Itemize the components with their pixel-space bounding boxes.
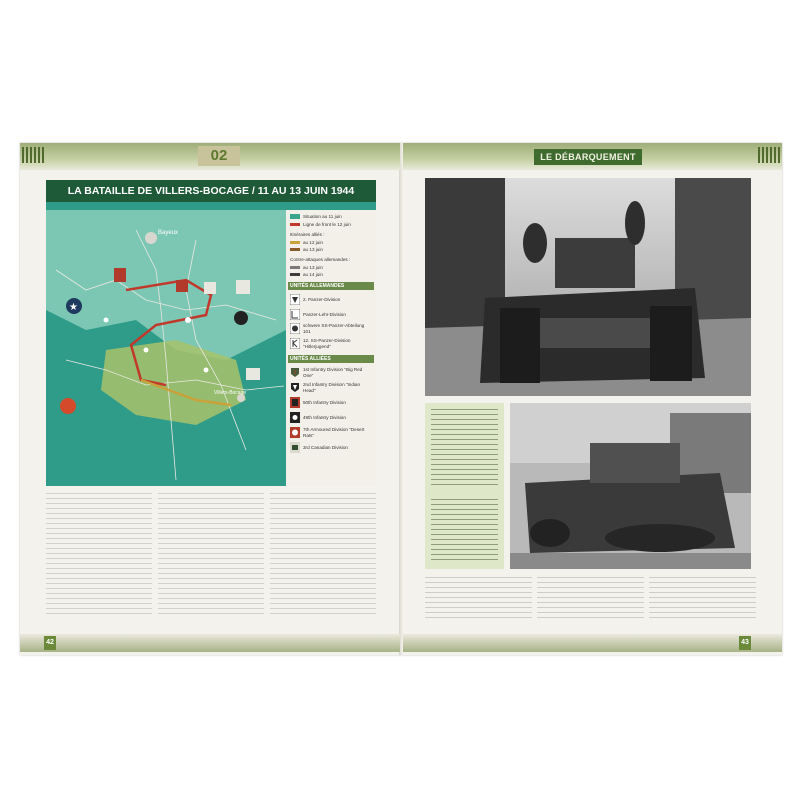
legend-swatch <box>290 223 300 226</box>
legend-allied-item: au 13 juin <box>303 247 323 252</box>
svg-text:★: ★ <box>69 302 78 313</box>
unit-label: 1st Infantry Division "Big Red One" <box>303 367 363 378</box>
panzer-lehr-icon <box>290 309 300 320</box>
unit-label: schwere SS-Panzer-Abteilung 101 <box>303 323 365 334</box>
ss-abteilung-101-icon <box>290 323 300 334</box>
map-city-label: Bayeux <box>158 230 179 236</box>
section-title: LE DÉBARQUEMENT <box>534 149 642 165</box>
indian-head-icon <box>290 382 300 393</box>
panzer-badge-icon <box>204 282 216 294</box>
legend-german-item: au 13 juin <box>303 265 323 270</box>
chapter-number: 02 <box>198 146 240 166</box>
page-gutter <box>399 143 403 655</box>
body-text-column-2 <box>158 493 264 617</box>
legend-swatch <box>290 214 300 219</box>
unit-label: 12. SS-Panzer-Division "Hitlerjugend" <box>303 338 351 349</box>
legend-allied-heading: Itinéraires alliés : <box>290 232 325 237</box>
header-hatch-right <box>758 147 780 163</box>
svg-text:1: 1 <box>293 370 297 376</box>
infantry-50th-icon <box>290 397 300 408</box>
legend-german-heading: Contre-attaques allemandes : <box>290 257 351 262</box>
legend-german-item: au 14 juin <box>303 272 323 277</box>
map-town-label: Villers-Bocage <box>214 390 247 396</box>
trident-badge-icon <box>60 398 76 414</box>
unit-label: 2. Panzer-Division <box>303 296 341 302</box>
left-page-number: 42 <box>44 636 56 650</box>
right-page-number: 43 <box>739 636 751 650</box>
unit-label: 7th Armoured Division "Desert Rats" <box>303 427 365 438</box>
right-body-text-column-3 <box>649 577 756 619</box>
header-hatch-left <box>22 147 44 163</box>
bayeux-marker <box>145 232 157 244</box>
battle-map <box>46 210 286 486</box>
unit-label: 50th Infantry Division <box>303 399 346 405</box>
desert-rats-icon <box>290 427 300 438</box>
photo-caption-2 <box>425 493 504 569</box>
legend-line-label: Ligne de front le 12 juin <box>303 222 351 227</box>
unit-label: 49th Infantry Division <box>303 414 346 420</box>
hitlerjugend-icon <box>290 338 300 349</box>
tiger-tank-photo <box>425 178 751 396</box>
unit-label: 2nd Infantry Division "Indian Head" <box>303 382 361 393</box>
hammer-badge-icon <box>246 368 260 380</box>
canadian-3rd-icon <box>290 442 300 453</box>
right-footer-band <box>403 634 782 652</box>
big-red-one-icon <box>290 367 300 378</box>
panzer-badge-icon-2 <box>236 280 250 294</box>
legend-allied-units-heading: UNITÉS ALLIÉES <box>288 355 374 363</box>
battle-map-panel <box>46 180 376 486</box>
right-body-text-column-2 <box>537 577 644 619</box>
legend-line-label: Situation au 11 juin <box>303 214 342 219</box>
tiger-badge-icon <box>234 311 248 325</box>
photo-caption-1 <box>425 403 504 493</box>
body-text-column-3 <box>270 493 376 617</box>
map-legend <box>286 210 376 486</box>
legend-allied-item: au 12 juin <box>303 240 323 245</box>
infantry-49th-icon <box>290 412 300 423</box>
unit-badge-icon-2 <box>176 280 188 292</box>
left-footer-band <box>20 634 400 652</box>
right-body-text-column-1 <box>425 577 532 619</box>
map-title: LA BATAILLE DE VILLERS-BOCAGE / 11 AU 13 JUIN 1944 <box>46 180 376 202</box>
cromwell-tank-photo <box>510 403 751 569</box>
unit-label: Panzer-Lehr-Division <box>303 311 346 317</box>
panzer-2-icon <box>290 294 300 305</box>
legend-german-units-heading: UNITÉS ALLEMANDES <box>288 282 374 290</box>
body-text-column-1 <box>46 493 152 617</box>
unit-badge-icon <box>114 268 126 282</box>
unit-label: 3rd Canadian Division <box>303 444 348 450</box>
